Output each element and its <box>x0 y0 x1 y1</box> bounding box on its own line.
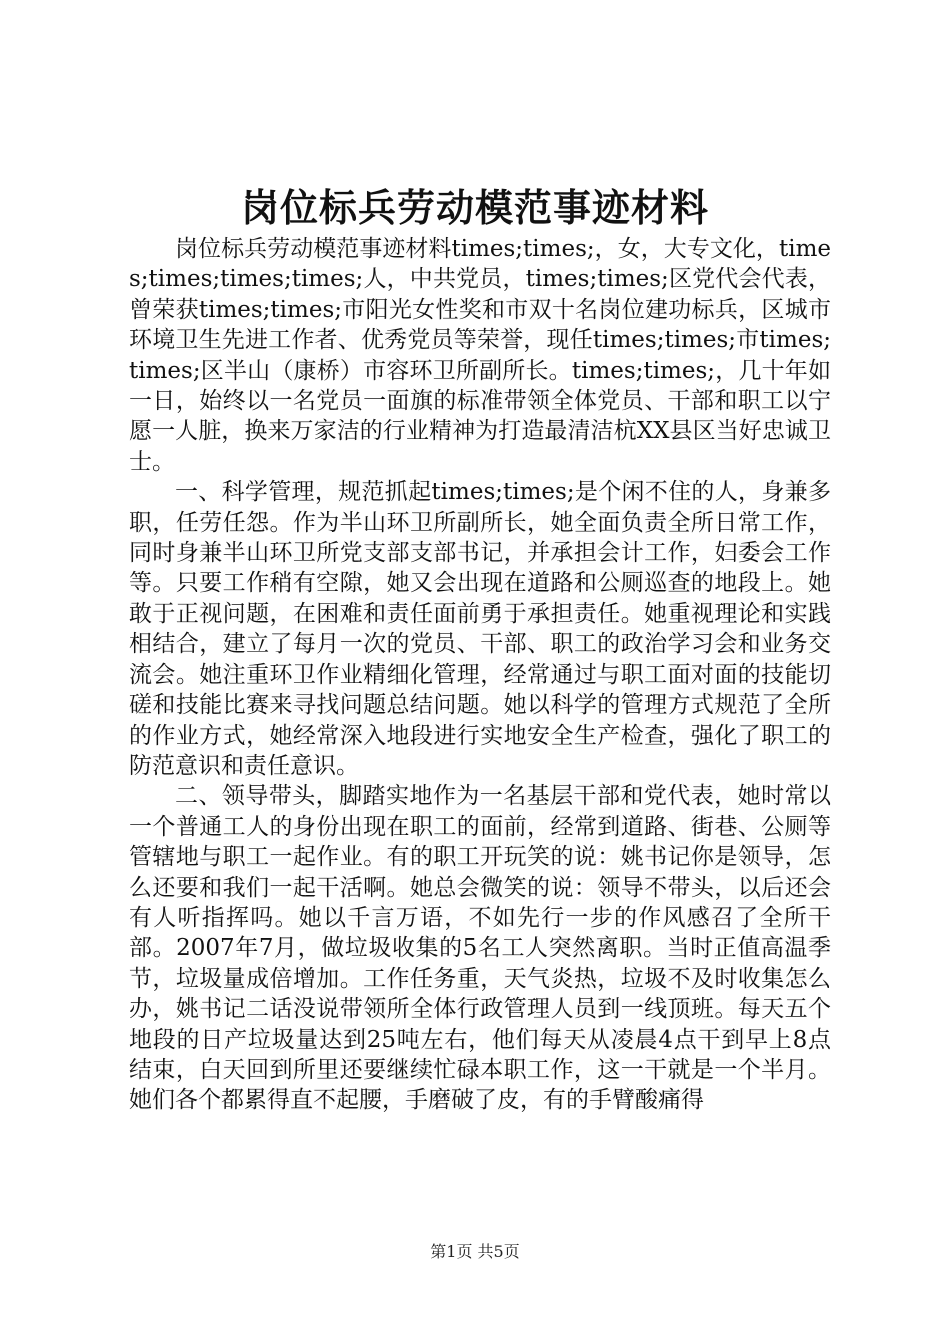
document-title: 岗位标兵劳动模范事迹材料 <box>240 185 709 230</box>
paragraph-section-1: 一、科学管理，规范抓起times;times;是个闲不住的人，身兼多职，任劳任怨。作为半山环卫所副所长，她全面负责全所日常工作，同时身兼半山环卫所党支部支部书记，并承担会计工作，妇委会工作等。只要工作稍有空隙，她又会出现在道路和公厕巡查的地段上。她敢于正视问题，在困难和责任面前勇于承担责任。她重视理论和实践相结合，建立了每月一次的党员、干部、职工的政治学习会和业务交流会。她注重环卫作业精细化管理，经常通过与职工面对面的技能切磋和技能比赛来寻找问题总结问题。她以科学的管理方式规范了全所的作业方式，她经常深入地段进行实地安全生产检查，强化了职工的防范意识和责任意识。 <box>129 479 831 779</box>
page-number-footer: 第1页 共5页 <box>430 1242 520 1261</box>
document-body <box>129 234 831 1116</box>
paragraph-intro: 岗位标兵劳动模范事迹材料times;times;，女，大专文化，times;times;times;times;人，中共党员，times;times;区党代会代表，曾荣获times;times;市阳光女性奖和市双十名岗位建功标兵，区城市环境卫生先进工作者、优秀党员等荣誉，现任times;times;市times;times;区半山（康桥）市容环卫所副所长。times;times;，几十年如一日，始终以一名党员一面旗的标准带领全体党员、干部和职工以宁愿一人脏，换来万家洁的行业精神为打造最清洁杭XX县区当好忠诚卫士。 <box>129 236 831 475</box>
paragraph-section-2: 二、领导带头，脚踏实地作为一名基层干部和党代表，她时常以一个普通工人的身份出现在职工的面前，经常到道路、街巷、公厕等管辖地与职工一起作业。有的职工开玩笑的说：姚书记你是领导，怎么还要和我们一起干活啊。她总会微笑的说：领导不带头，以后还会有人听指挥吗。她以千言万语，不如先行一步的作风感召了全所干部。2007年7月，做垃圾收集的5名工人突然离职。当时正值高温季节，垃圾量成倍增加。工作任务重，天气炎热，垃圾不及时收集怎么办，姚书记二话没说带领所全体行政管理人员到一线顶班。每天五个地段的日产垃圾量达到25吨左右，他们每天从凌晨4点干到早上8点结束，白天回到所里还要继续忙碌本职工作，这一干就是一个半月。她们各个都累得直不起腰，手磨破了皮，有的手臂酸痛得 <box>129 783 831 1114</box>
